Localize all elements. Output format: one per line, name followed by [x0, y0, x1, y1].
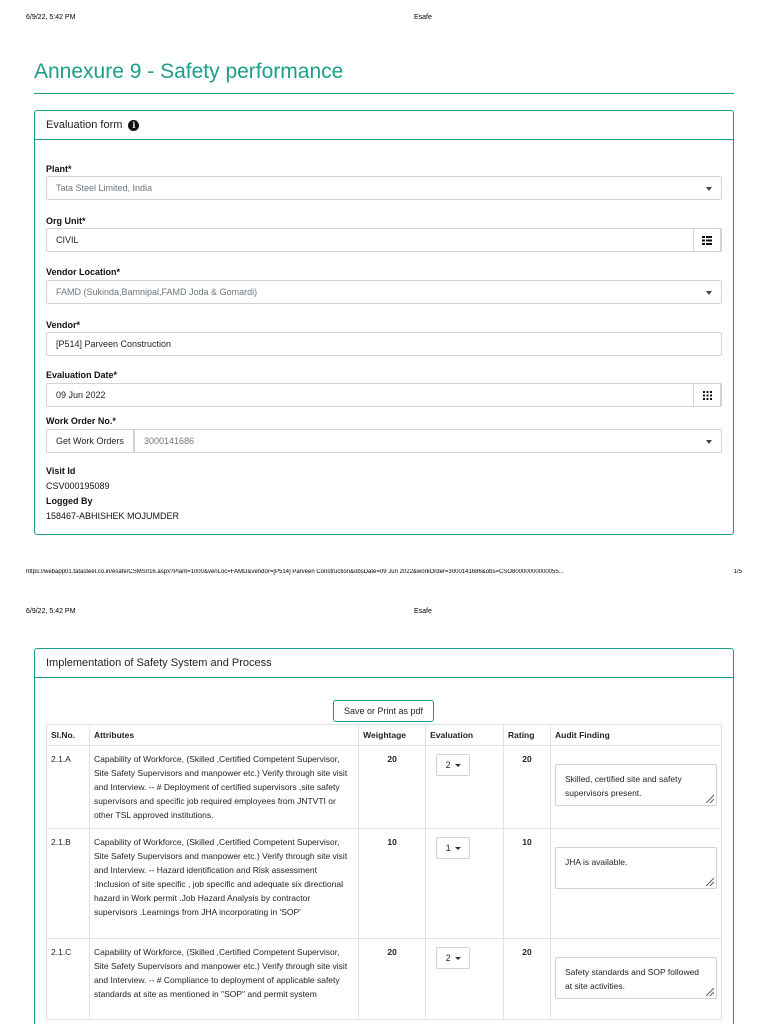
row-finding-cell: [551, 746, 722, 829]
chevron-down-icon: [455, 764, 461, 767]
row-weightage: 20: [359, 746, 426, 829]
col-evaluation: Evaluation: [426, 725, 504, 746]
row-sl-no: 2.1.C: [47, 939, 90, 1020]
print-datetime: 6/9/22, 5:42 PM: [26, 14, 76, 21]
row-finding-cell: [551, 939, 722, 1020]
print-header-page-2: [26, 608, 742, 615]
org-unit-label: Org Unit*: [46, 216, 86, 226]
print-url: https://webapp01.tatasteel.co.in/esafe/CSMS016.aspx?Plant=1000&venLoc=FAMD&vendor=[P514] Parveen Construction&obsDate=09 Jun 2022&workOrder=3000141686&obs=CSO80000000000055...: [26, 569, 564, 575]
org-unit-value: CIVIL: [56, 235, 79, 245]
vendor-field[interactable]: [46, 332, 722, 356]
vendor-label: Vendor*: [46, 320, 81, 330]
evaluation-date-value: 09 Jun 2022: [56, 390, 106, 400]
row-sl-no: 2.1.B: [47, 829, 90, 939]
col-sl-no: Sl.No.: [47, 725, 90, 746]
calendar-button[interactable]: [693, 383, 721, 407]
evaluation-form-card: [34, 110, 734, 535]
vendor-location-select[interactable]: [46, 280, 722, 304]
chevron-down-icon: [455, 847, 461, 850]
print-footer: [26, 569, 742, 575]
visit-id-value: CSV000195089: [46, 481, 110, 491]
logged-by-value: 158467-ABHISHEK MOJUMDER: [46, 511, 180, 521]
audit-finding-text: JHA is available.: [565, 857, 628, 867]
table-row: [47, 746, 722, 829]
row-attribute: Capability of Workforce, (Skilled ,Certified Competent Supervisor, Site Safety Supervisors and manpower etc.) Verify through site visit and Interview. -- Hazard identification and Risk assessment :Inclusion of site specific , job specific and adequate six directional hazard in Work permit .Job Hazard Analysis by contractor supervisors .Learnings from JHA incorporating in 'SOP': [89, 829, 358, 939]
col-audit-finding: Audit Finding: [551, 725, 722, 746]
resize-handle-icon[interactable]: [706, 795, 714, 803]
chevron-down-icon: [706, 291, 712, 295]
row-sl-no: 2.1.A: [47, 746, 90, 829]
get-work-orders-button[interactable]: Get Work Orders: [46, 429, 134, 453]
work-order-select[interactable]: [134, 429, 722, 453]
evaluation-value: 2: [445, 760, 451, 770]
audit-finding-textarea[interactable]: [555, 847, 717, 889]
audit-finding-text: Skilled, certified site and safety supervisors present.: [565, 774, 682, 798]
row-evaluation-cell: [426, 746, 504, 829]
table-row: [47, 829, 722, 939]
work-order-value: 3000141686: [144, 436, 195, 446]
plant-value: Tata Steel Limited, India: [56, 183, 153, 193]
col-rating: Rating: [504, 725, 551, 746]
row-weightage: 20: [359, 939, 426, 1020]
evaluation-value: 2: [445, 953, 451, 963]
print-title: Esafe: [414, 608, 432, 615]
audit-finding-text: Safety standards and SOP followed at site activities.: [565, 967, 700, 991]
plant-select[interactable]: [46, 176, 722, 200]
info-icon[interactable]: i: [128, 120, 139, 131]
print-title: Esafe: [414, 14, 432, 21]
row-evaluation-cell: [426, 939, 504, 1020]
list-icon: [702, 236, 712, 245]
table-header-row: [47, 725, 722, 746]
chevron-down-icon: [455, 957, 461, 960]
evaluation-form-header: [35, 111, 733, 140]
plant-label: Plant*: [46, 164, 72, 174]
org-unit-picker-button[interactable]: [693, 228, 721, 252]
logged-by-label: Logged By: [46, 496, 93, 506]
chevron-down-icon: [706, 440, 712, 444]
row-rating: 20: [504, 746, 551, 829]
evaluation-date-field[interactable]: [46, 383, 722, 407]
vendor-value: [P514] Parveen Construction: [56, 339, 172, 349]
resize-handle-icon[interactable]: [706, 988, 714, 996]
row-weightage: 10: [359, 829, 426, 939]
evaluation-select[interactable]: [436, 947, 470, 969]
print-header: [26, 14, 742, 21]
save-print-pdf-button[interactable]: Save or Print as pdf: [333, 700, 434, 722]
evaluation-select[interactable]: [436, 754, 470, 776]
evaluation-value: 1: [445, 843, 451, 853]
implementation-header: [35, 649, 733, 678]
page-title: Annexure 9 - Safety performance: [34, 60, 344, 83]
evaluation-form-title: Evaluation form: [46, 119, 123, 131]
org-unit-field[interactable]: [46, 228, 722, 252]
evaluation-date-label: Evaluation Date*: [46, 370, 118, 380]
row-finding-cell: [551, 829, 722, 939]
evaluation-select[interactable]: [436, 837, 470, 859]
vendor-location-value: FAMD (Sukinda,Bamnipal,FAMD Joda & Gomardi): [56, 287, 258, 297]
row-attribute: Capability of Workforce, (Skilled ,Certified Competent Supervisor, Site Safety Supervisors and manpower etc.) Verify through site visit and Interview. -- # Deployment of certified supervisors ,site safety supervisors and specific job required employees from JNTVTI or other TSL approved institutions.: [89, 746, 358, 829]
work-order-label: Work Order No.*: [46, 416, 116, 426]
print-datetime: 6/9/22, 5:42 PM: [26, 608, 76, 615]
implementation-title: Implementation of Safety System and Process: [46, 657, 272, 669]
row-attribute: Capability of Workforce, (Skilled ,Certified Competent Supervisor, Site Safety Supervisors and manpower etc.) Verify through site visit and Interview. -- # Compliance to deployment of applicable safety standards at site as mentioned in "SOP" and permit system: [89, 939, 358, 1020]
visit-id-label: Visit Id: [46, 466, 76, 476]
chevron-down-icon: [706, 187, 712, 191]
row-evaluation-cell: [426, 829, 504, 939]
col-weightage: Weightage: [359, 725, 426, 746]
calendar-icon: [703, 391, 712, 400]
audit-finding-textarea[interactable]: [555, 957, 717, 999]
vendor-location-label: Vendor Location*: [46, 267, 121, 277]
row-rating: 20: [504, 939, 551, 1020]
title-divider: [34, 93, 734, 94]
table-row: [47, 939, 722, 1020]
audit-finding-textarea[interactable]: [555, 764, 717, 806]
resize-handle-icon[interactable]: [706, 878, 714, 886]
row-rating: 10: [504, 829, 551, 939]
implementation-table: [46, 724, 722, 1020]
print-page-number: 1/5: [733, 569, 742, 575]
col-attributes: Attributes: [89, 725, 358, 746]
